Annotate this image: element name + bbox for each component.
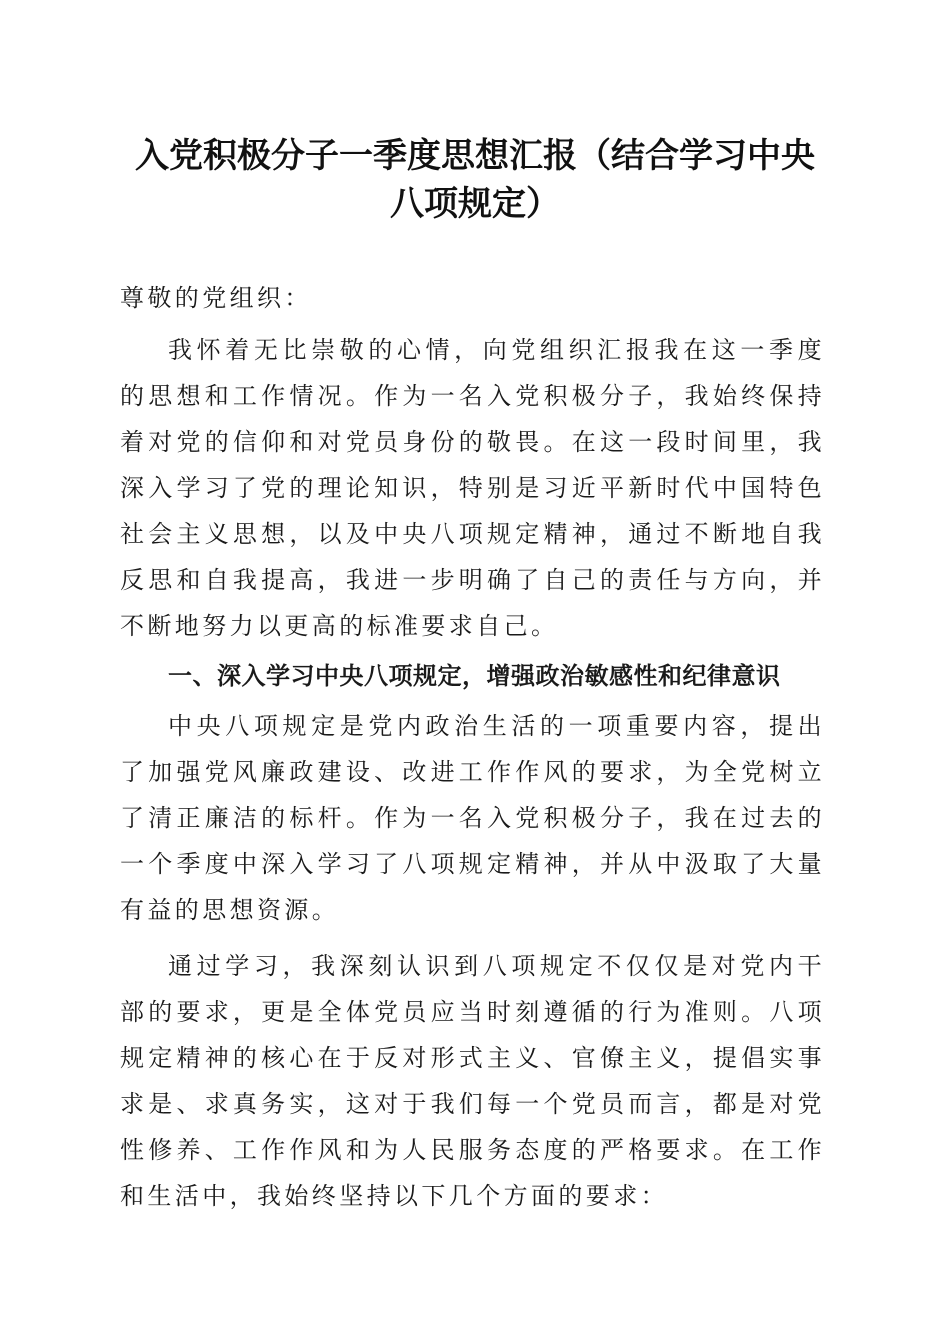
document-title — [90, 132, 860, 228]
salutation: 尊敬的党组织： — [120, 284, 312, 312]
title-line-2: 八项规定） — [390, 184, 560, 224]
section-1-paragraph-1: 中央八项规定是党内政治生活的一项重要内容，提出了加强党风廉政建设、改进工作作风的要求，为全党树立了清正廉洁的标杆。作为一名入党积极分子，我在过去的一个季度中深入学习了八项规定精神，并从中汲取了大量有益的思想资源。 — [120, 712, 825, 924]
section-1-paragraph-2: 通过学习，我深刻认识到八项规定不仅仅是对党内干部的要求，更是全体党员应当时刻遵循的行为准则。八项规定精神的核心在于反对形式主义、官僚主义，提倡实事求是、求真务实，这对于我们每一个党员而言，都是对党性修养、工作作风和为人民服务态度的严格要求。在工作和生活中，我始终坚持以下几个方面的要求： — [120, 952, 825, 1210]
section-heading-1: 一、深入学习中央八项规定，增强政治敏感性和纪律意识 — [168, 662, 781, 690]
document-body — [120, 275, 825, 1219]
intro-paragraph: 我怀着无比崇敬的心情，向党组织汇报我在这一季度的思想和工作情况。作为一名入党积极分子，我始终保持着对党的信仰和对党员身份的敬畏。在这一段时间里，我深入学习了党的理论知识，特别是习近平新时代中国特色社会主义思想，以及中央八项规定精神，通过不断地自我反思和自我提高，我进一步明确了自己的责任与方向，并不断地努力以更高的标准要求自己。 — [120, 336, 825, 640]
title-line-1: 入党积极分子一季度思想汇报（结合学习中央 — [135, 136, 815, 176]
